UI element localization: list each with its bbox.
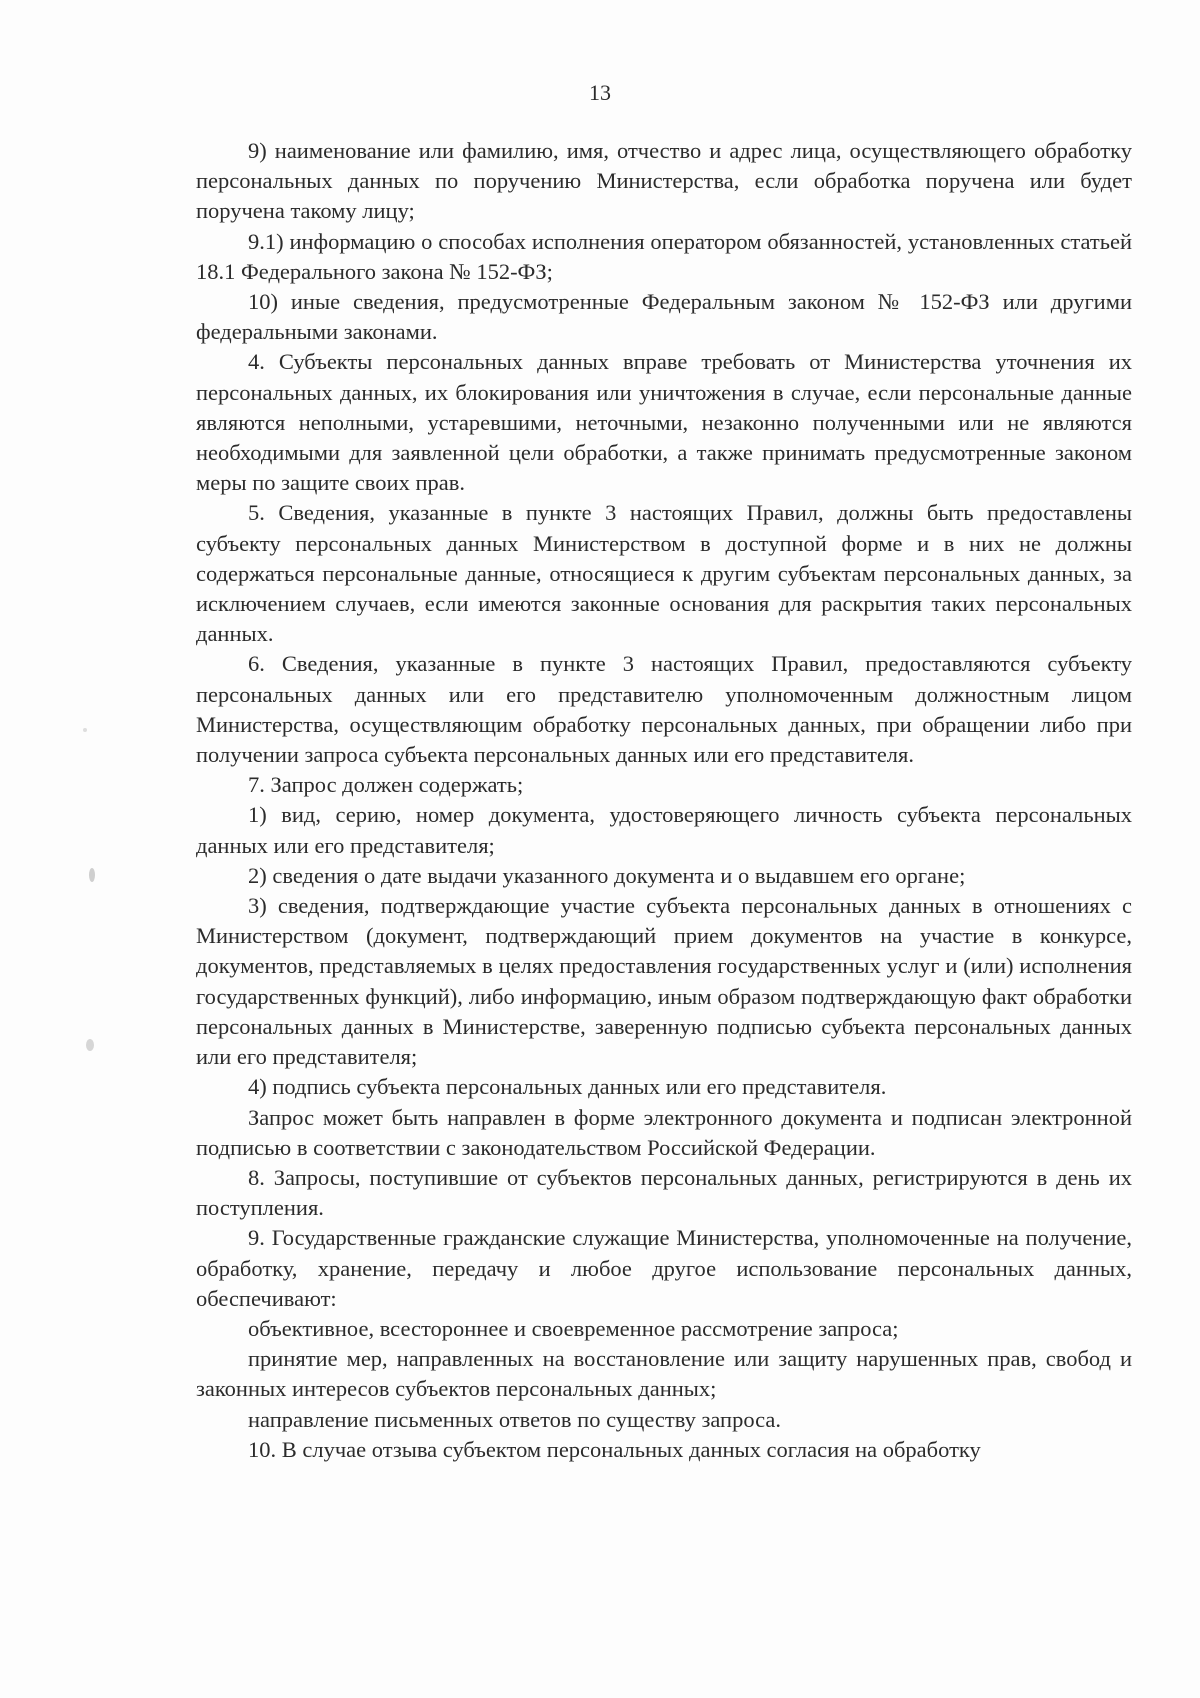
scan-speck [83, 728, 87, 732]
paragraph: 10. В случае отзыва субъектом персональных данных согласия на обработку [248, 1436, 981, 1462]
paragraph: 9.1) информацию о способах исполнения оператором обязанностей, установленных статьей 18.1 Федерального закона № 152-ФЗ; [196, 228, 1132, 284]
paragraph: 1) вид, серию, номер документа, удостоверяющего личность субъекта персональных данных или его представителя; [196, 802, 1132, 858]
paragraph: Запрос может быть направлен в форме электронного документа и подписан электронной подписью в соответствии с законодательством Российской Федерации. [196, 1104, 1132, 1160]
paragraph: 2) сведения о дате выдачи указанного документа и о выдавшем его органе; [248, 862, 966, 888]
paragraph: 9) наименование или фамилию, имя, отчество и адрес лица, осуществляющего обработку персональных данных по поручению Министерства, если обработка поручена или будет поручена такому лицу; [196, 138, 1132, 224]
paragraph: 10) иные сведения, предусмотренные Федеральным законом № 152-ФЗ или другими федеральными законами. [196, 289, 1132, 345]
paragraph: 7. Запрос должен содержать; [248, 772, 524, 798]
scan-speck [86, 1039, 94, 1051]
paragraph: 3) сведения, подтверждающие участие субъекта персональных данных в отношениях с Министерством (документ, подтверждающий прием документов на участие в конкурсе, документов, представляемых в целях предоставления государственных услуг и (или) исполнения государственных функций), либо информацию, иным образом подтверждающую факт обработки персональных данных в Министерстве, заверенную подписью субъекта персональных данных или его представителя; [196, 893, 1132, 1070]
scan-speck [89, 868, 95, 882]
paragraph: 4) подпись субъекта персональных данных или его представителя. [248, 1074, 887, 1100]
paragraph: 5. Сведения, указанные в пункте 3 настоящих Правил, должны быть предоставлены субъекту персональных данных Министерством в доступной форме и в них не должны содержаться персональные данные, относящиеся к другим субъектам персональных данных, за исключением случаев, если имеются законные основания для раскрытия таких персональных данных. [196, 500, 1132, 647]
paragraph: объективное, всестороннее и своевременное рассмотрение запроса; [248, 1315, 899, 1341]
paragraph: 6. Сведения, указанные в пункте 3 настоящих Правил, предоставляются субъекту персональных данных или его представителю уполномоченным должностным лицом Министерства, осуществляющим обработку персональных данных, при обращении либо при получении запроса субъекта персональных данных или его представителя. [196, 651, 1132, 768]
paragraph: 8. Запросы, поступившие от субъектов персональных данных, регистрируются в день их поступления. [196, 1164, 1132, 1221]
paragraph: 4. Субъекты персональных данных вправе требовать от Министерства уточнения их персональных данных, их блокирования или уничтожения в случае, если персональные данные являются неполными, устаревшими, неточными, незаконно полученными или не являются необходимыми для заявленной цели обработки, а также принимать предусмотренные законом меры по защите своих прав. [196, 349, 1132, 496]
paragraph: принятие мер, направленных на восстановление или защиту нарушенных прав, свобод и законных интересов субъектов персональных данных; [196, 1346, 1132, 1402]
page-number: 13 [589, 80, 611, 105]
paragraph: направление письменных ответов по существу запроса. [248, 1406, 782, 1432]
paragraph: 9. Государственные гражданские служащие Министерства, уполномоченные на получение, обработку, хранение, передачу и любое другое использование персональных данных, обеспечивают: [196, 1225, 1132, 1311]
